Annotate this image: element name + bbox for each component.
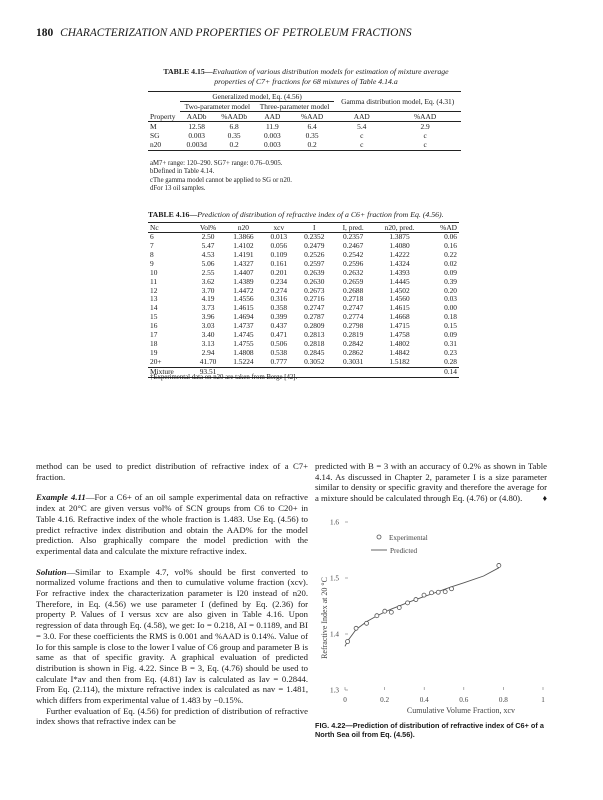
- legend-label-experimental: Experimental: [389, 534, 428, 542]
- table-cell: 0.2526: [304, 249, 325, 259]
- table-cell: 3.03: [201, 321, 215, 331]
- table-caption-label: TABLE 4.16—: [148, 210, 198, 219]
- legend-label-predicted: Predicted: [390, 547, 418, 555]
- table-cell: 1.4668: [389, 312, 410, 322]
- table-cell: 0.777: [263, 358, 296, 367]
- table-cell: 10: [150, 267, 158, 277]
- table-4-16: [148, 222, 459, 378]
- table-cell: 0.234: [270, 276, 288, 286]
- table-row: [148, 358, 459, 367]
- figure-4-22-chart: [315, 510, 550, 718]
- table-cell: 0.2597: [304, 258, 325, 268]
- table-cell: 0.471: [270, 330, 288, 340]
- table-cell: 0.39: [444, 276, 457, 286]
- table-cell: 0.2774: [343, 312, 364, 322]
- x-tick-label: 0.6: [459, 696, 469, 704]
- footnote: bDefined in Table 4.14.: [150, 168, 215, 176]
- table-cell: 0.2479: [304, 241, 325, 250]
- table-cell: 6: [150, 232, 154, 242]
- experimental-point: [389, 610, 393, 614]
- table-cell: 1.4560: [389, 294, 410, 304]
- table-cell: 1.5224: [224, 358, 262, 367]
- x-tick-label: 0: [343, 696, 347, 704]
- table-cell: 1.3866: [233, 232, 254, 242]
- table-cell: 17: [150, 330, 158, 340]
- table-cell: 14: [150, 303, 158, 313]
- right-text: predicted with B = 3 with an accuracy of 0.2% as shown in Table 4.14. As discussed in Chapter 2, parameter I is a size parameter similar to density or specific gravity and therefore the average for a mixture should be calculated through Eq. (4.76) or (4.80).: [315, 461, 547, 504]
- table-cell: 5.06: [201, 258, 215, 268]
- table-caption-label: TABLE 4.15—: [163, 67, 213, 76]
- table-cell: 0.23: [444, 347, 457, 357]
- table-cell: 3.73: [201, 303, 215, 313]
- legend-marker-experimental: [377, 535, 381, 539]
- table-cell: 0.013: [270, 232, 288, 242]
- experimental-point: [443, 590, 447, 594]
- table-cell: 0.31: [444, 338, 457, 348]
- table-cell: 1.4737: [233, 321, 254, 331]
- experimental-point: [436, 590, 440, 594]
- table-cell: 1.4842: [389, 347, 410, 357]
- table-cell: 0.2352: [304, 232, 325, 242]
- table-cell: 0.28: [426, 358, 459, 367]
- col-header: %AAD: [290, 112, 334, 122]
- table-cell: 1.4472: [233, 285, 254, 295]
- table-cell: 1.4191: [233, 249, 254, 259]
- col-header: %AAD: [389, 112, 461, 122]
- table-cell: 1.4755: [233, 338, 254, 348]
- table-cell: 0.2632: [343, 267, 364, 277]
- table-cell: 20+: [148, 358, 192, 367]
- table-cell: 1.4407: [233, 267, 254, 277]
- experimental-point: [375, 614, 379, 618]
- table-cell: 0.437: [270, 321, 288, 331]
- table-4-16-body: [148, 233, 459, 368]
- table-cell: 1.4502: [389, 285, 410, 295]
- running-title: CHARACTERIZATION AND PROPERTIES OF PETROLEUM FRACTIONS: [60, 27, 412, 39]
- table-cell: 5.47: [201, 241, 215, 250]
- experimental-point: [354, 626, 358, 630]
- table-cell: 19: [150, 347, 158, 357]
- table-cell: 0.2845: [304, 347, 325, 357]
- table-cell: 1.4102: [233, 241, 254, 250]
- experimental-point: [422, 593, 426, 597]
- table-cell: 3.13: [201, 338, 215, 348]
- table-cell: 9: [150, 258, 154, 268]
- table-cell: 0.02: [444, 258, 457, 268]
- page-number: 180: [36, 27, 54, 39]
- table-4-16-footnote: †Experimental data on n20 are taken from Berge [42].: [150, 374, 298, 381]
- table-cell: 1.4389: [233, 276, 254, 286]
- experimental-point: [497, 563, 501, 567]
- y-tick-label: 1.4: [330, 630, 339, 639]
- table-cell: 0.18: [444, 312, 457, 322]
- table-cell: 3.96: [201, 312, 215, 322]
- col-header: Property: [148, 112, 180, 122]
- table-row: M 12.58 6.8 11.9 6.4 5.4 2.9: [150, 122, 430, 132]
- table-cell: 0.09: [444, 330, 457, 340]
- left-text-column: [36, 461, 308, 727]
- table-cell: 18: [150, 338, 158, 348]
- x-tick-label: 0.4: [419, 696, 429, 704]
- table-cell: 1.4080: [389, 241, 410, 250]
- table-cell: 0.201: [270, 267, 288, 277]
- table-cell: 12: [150, 285, 158, 295]
- table-cell: 0.2467: [343, 241, 364, 250]
- table-cell: 1.4445: [389, 276, 410, 286]
- table-cell: 2.94: [201, 347, 215, 357]
- table-header-row: [148, 112, 461, 122]
- table-cell: 0.00: [444, 303, 457, 313]
- y-tick-label: 1.6: [330, 518, 339, 527]
- table-cell: 0.06: [444, 232, 457, 242]
- y-axis-label: Refractive Index at 20 °C: [320, 577, 329, 659]
- table-cell: 1.3875: [389, 232, 410, 242]
- table-cell: 41.70: [192, 358, 225, 367]
- table-cell: 1.4327: [233, 258, 254, 268]
- table-cell: 0.3031: [333, 358, 373, 367]
- experimental-point: [430, 591, 434, 595]
- footnote: dFor 13 oil samples.: [150, 185, 206, 193]
- table-cell: 0.2673: [304, 285, 325, 295]
- footnote: cThe gamma model cannot be applied to SG or n20.: [150, 176, 292, 184]
- table-cell: 0.2798: [343, 321, 364, 331]
- intro-paragraph: method can be used to predict distribution of refractive index of a C7+ fraction.: [36, 461, 308, 482]
- table-cell: 0.274: [270, 285, 288, 295]
- table-cell: 11: [150, 276, 158, 286]
- table-cell: 0.056: [270, 241, 288, 250]
- example-text: —For a C6+ of an oil sample experimental data on refractive index at 20°C are given versus vol% of SCN groups from C6 to C20+ in Table 4.16. Refractive index of the whole fraction is 1.483. Use Eq. (4.56) to predict refractive index distribution and obtain the AAD% for the model prediction. Also graphically compare the model prediction with the experimental data and calculate the mixture refractive index.: [36, 492, 308, 556]
- table-cell: 1.4802: [389, 338, 410, 348]
- legend: [371, 534, 428, 555]
- table-cell: 3.70: [201, 285, 215, 295]
- example-label: Example 4.11: [36, 492, 86, 503]
- table-cell: 0.2787: [304, 312, 325, 322]
- table-cell: 0.2630: [304, 276, 325, 286]
- experimental-point: [406, 601, 410, 605]
- right-paragraph: [315, 461, 547, 504]
- table-cell: 0.2747: [343, 303, 364, 313]
- x-tick-label: 1: [541, 696, 545, 704]
- further-paragraph: Further evaluation of Eq. (4.56) for prediction of distribution of refractive index shows that refractive index can be: [36, 705, 308, 727]
- col-header: %AADb: [213, 112, 254, 122]
- figure-4-22-caption: FIG. 4.22—Prediction of distribution of refractive index of C6+ of a North Sea oil from Eq. (4.56).: [315, 721, 544, 739]
- table-cell: 0.20: [444, 285, 457, 295]
- table-cell: 8: [150, 249, 154, 259]
- experimental-point: [383, 609, 387, 613]
- table-cell: 7: [150, 241, 154, 250]
- table-cell: 1.5182: [373, 358, 426, 367]
- solution-label: Solution: [36, 566, 67, 577]
- right-text-column: [315, 461, 547, 504]
- y-tick-label: 1.3: [330, 686, 339, 695]
- table-cell: 1.4615: [233, 303, 254, 313]
- table-cell: 4.19: [201, 294, 215, 304]
- table-cell: 0.538: [270, 347, 288, 357]
- table-row: SG 0.003 0.35 0.003 0.35 c c: [150, 131, 427, 141]
- plot-area: [330, 519, 545, 705]
- three-param-header: Three-parameter model: [255, 102, 335, 112]
- table-4-15: [148, 91, 461, 151]
- table-cell: 0.506: [270, 338, 288, 348]
- table-cell: 0.2818: [304, 338, 325, 348]
- table-cell: 0.3052: [295, 358, 333, 367]
- table-cell: 0.2813: [304, 330, 325, 340]
- solution-paragraph: [36, 567, 308, 706]
- solution-text: —Similar to Example 4.7, vol% should be first converted to normalized volume fractions and then to cumulative volume fraction (xcv). For refractive index the characterization parameter is I20 instead of n20. Therefore, in Eq. (4.56) we use parameter I (defined by Eq. (2.36) for property P. Values of I versus xcv are also given in Table 4.16. Upon regression of data through Eq. (4.58), we get: Io = 0.218, AI = 0.1189, and BI = 3.0. For these coefficients the RMS is 0.001 and %AAD is 0.14%. Value of Io for this sample is close to the lower I value of C6 group and parameter B is same as that of specific gravity. A graphical evaluation of predicted distribution is shown in Fig. 4.22. Since B = 3, Eq. (4.76) should be used to calculate I*av and then from Eq. (4.81) Iav is calculated as Iav = 0.2844. From Eq. (2.114), the mixture refractive index is calculated as nav = 1.481, which differs from experimental value of 1.483 by −0.15%.: [36, 566, 308, 706]
- footnote: aM7+ range: 120–290. SG7+ range: 0.76–0.905.: [150, 160, 283, 167]
- table-cell: 0.109: [270, 249, 288, 259]
- table-cell: 0.316: [270, 294, 288, 304]
- experimental-point: [450, 587, 454, 591]
- table-cell: 15: [150, 312, 158, 322]
- table-cell: 1.4745: [233, 330, 254, 340]
- table-cell: 0.161: [270, 258, 288, 268]
- table-cell: 0.2659: [343, 276, 364, 286]
- col-header: AADb: [180, 112, 214, 122]
- table-cell: 0.03: [444, 294, 457, 304]
- group-header: Generalized model, Eq. (4.56): [180, 92, 334, 102]
- table-cell: 0.2596: [343, 258, 364, 268]
- mixture-row: Mixture 93.51 0.14: [150, 366, 457, 376]
- table-cell: 0.2747: [304, 303, 325, 313]
- experimental-point: [397, 606, 401, 610]
- table-cell: 0.2862: [343, 347, 364, 357]
- y-tick-label: 1.5: [330, 574, 339, 583]
- table-cell: 13: [150, 294, 158, 304]
- table-cell: 0.22: [444, 249, 457, 259]
- running-header: [36, 27, 412, 39]
- table-cell: 0.09: [444, 267, 457, 277]
- table-cell: 1.4393: [389, 267, 410, 277]
- table-caption-text: Prediction of distribution of refractive index of a C6+ fraction from Eq. (4.56).: [197, 210, 444, 219]
- experimental-point: [365, 621, 369, 625]
- table-4-16-caption: [148, 210, 468, 220]
- table-cell: 0.2716: [304, 294, 325, 304]
- predicted-line: [345, 568, 499, 647]
- x-axis-label: Cumulative Volume Fraction, xcv: [406, 706, 516, 715]
- table-cell: 0.2639: [304, 267, 325, 277]
- table-cell: 0.2357: [343, 232, 364, 242]
- table-cell: 16: [150, 321, 158, 331]
- experimental-point: [414, 598, 418, 602]
- table-cell: 0.16: [444, 241, 457, 250]
- table-cell: 0.358: [270, 303, 288, 313]
- experimental-point: [346, 640, 350, 644]
- x-tick-label: 0.2: [380, 696, 390, 704]
- table-cell: 0.399: [270, 312, 288, 322]
- col-header: AAD: [255, 112, 290, 122]
- table-cell: 0.2542: [343, 249, 364, 259]
- example-paragraph: [36, 492, 308, 556]
- end-of-example-mark: ♦: [542, 493, 547, 504]
- table-cell: 0.15: [444, 321, 457, 331]
- table-cell: 1.4715: [389, 321, 410, 331]
- table-cell: 0.2819: [343, 330, 364, 340]
- table-cell: 1.4324: [389, 258, 410, 268]
- table-4-15-footnotes: [150, 160, 292, 194]
- x-tick-label: 0.8: [498, 696, 508, 704]
- table-cell: 1.4615: [389, 303, 410, 313]
- table-cell: 1.4222: [389, 249, 410, 259]
- table-header-row: Nc Vol% n20 xcv I I, pred. n20, pred. %AD: [150, 223, 457, 232]
- table-cell: 0.2842: [343, 338, 364, 348]
- table-cell: 0.2718: [343, 294, 364, 304]
- two-param-header: Two-parameter model: [180, 102, 255, 112]
- table-caption-text: Evaluation of various distribution models for estimation of mixture average properties of C7+ fractions for 68 mixtures of Table 4.14.a: [212, 67, 449, 87]
- table-cell: 2.55: [201, 267, 215, 277]
- table-cell: 0.2688: [343, 285, 364, 295]
- table-cell: 1.4808: [233, 347, 254, 357]
- gamma-header: Gamma distribution model, Eq. (4.31): [334, 92, 461, 112]
- table-cell: 1.4694: [233, 312, 254, 322]
- table-cell: 0.2809: [304, 321, 325, 331]
- table-4-15-caption: [148, 67, 464, 87]
- table-cell: 2.50: [201, 232, 215, 242]
- table-cell: 3.62: [201, 276, 215, 286]
- table-cell: 1.4758: [389, 330, 410, 340]
- table-row: n20 0.003d 0.2 0.003 0.2 c c: [148, 140, 461, 150]
- table-cell: 3.40: [201, 330, 215, 340]
- col-header: AAD: [334, 112, 389, 122]
- table-cell: 1.4556: [233, 294, 254, 304]
- table-cell: 4.53: [201, 249, 215, 259]
